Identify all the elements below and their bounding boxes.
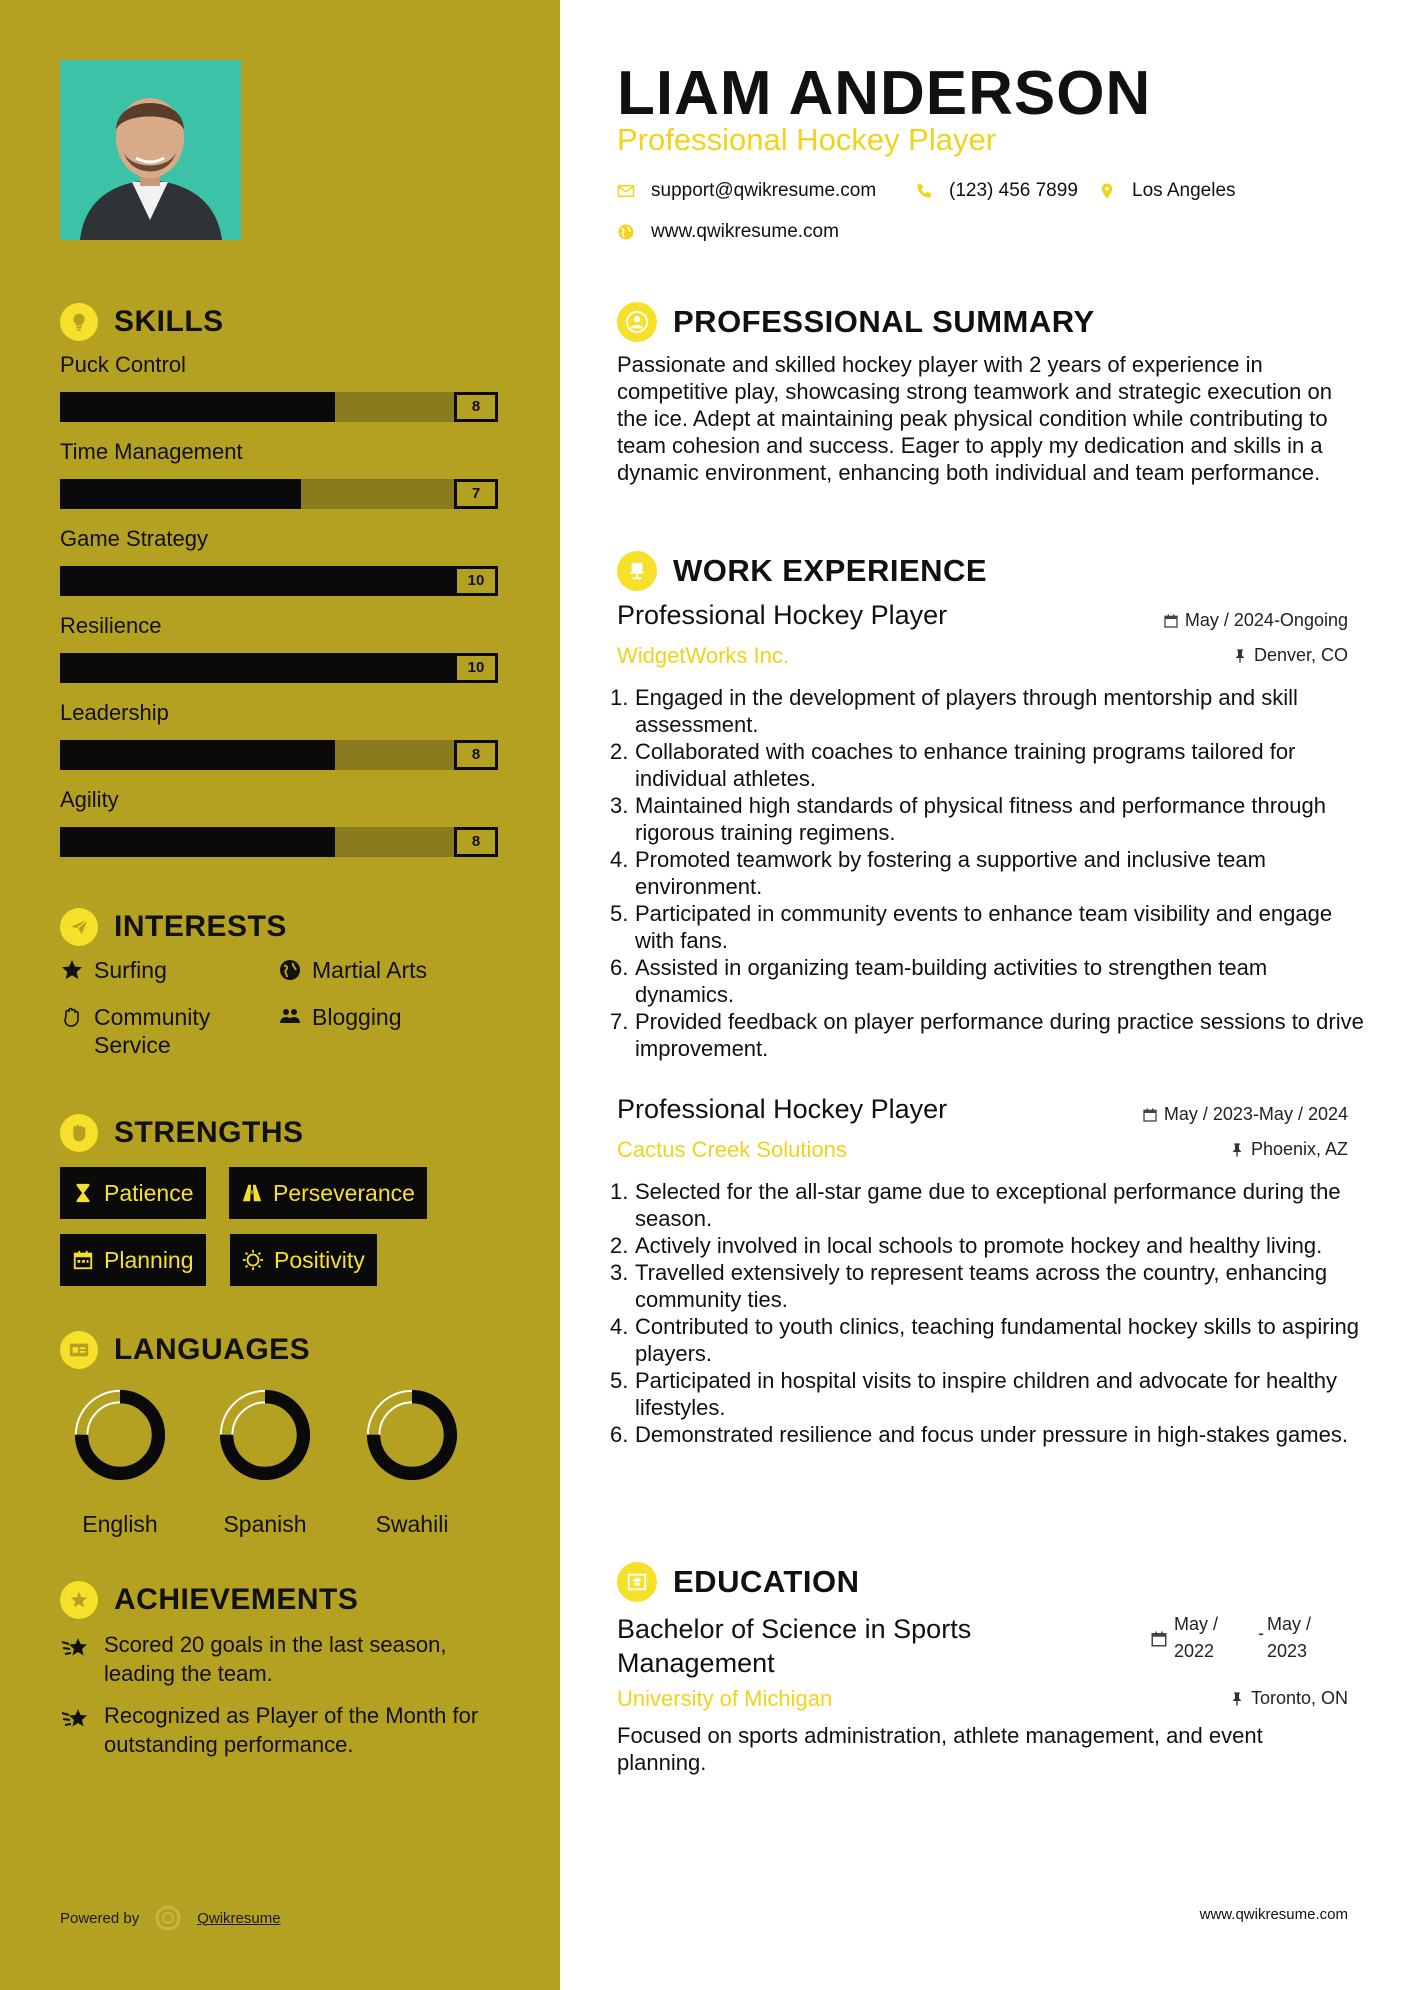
summary-text: Passionate and skilled hockey player with 2 years of experience in competitive play, showcasing strong teamwork and strategic execution on the ice. Adept at maintaining peak physical condition while contributing to team cohesion and success. Eager to apply my dedication and skills in a dynamic environment, enhancing both individual and team performance. — [617, 352, 1332, 485]
duty-item: 7. Provided feedback on player performance during practice sessions to drive improvement. — [610, 1009, 1364, 1061]
job-location — [1232, 645, 1348, 666]
contact-location — [1098, 180, 1236, 202]
job-location-text: Denver, CO — [1253, 645, 1348, 665]
interest-label: Community Service — [94, 1004, 211, 1058]
interests-title: INTERESTS — [114, 910, 287, 943]
skill-label: Time Management — [60, 439, 243, 464]
duty-text: Participated in community events to enhance team visibility and engage with fans. — [635, 901, 1333, 953]
skill-level-badge: 7 — [454, 479, 498, 509]
footer-url[interactable]: www.qwikresume.com — [1199, 1906, 1348, 1923]
strength-chip — [60, 1167, 206, 1219]
qwikresume-logo-icon — [153, 1903, 183, 1933]
duty-item: 5. Participated in hospital visits to inspire children and advocate for healthy lifestyles. — [610, 1368, 1337, 1420]
skill-bar — [60, 479, 498, 509]
language-item — [347, 1387, 477, 1538]
language-ring — [72, 1387, 168, 1483]
duty-item: 6. Demonstrated resilience and focus under pressure in high-stakes games. — [610, 1422, 1348, 1447]
duty-item: 4. Promoted teamwork by fostering a supportive and inclusive team environment. — [610, 847, 1266, 899]
candidate-name: LIAM ANDERSON — [617, 59, 1152, 128]
job-dates-text: May / 2024-Ongoing — [1184, 610, 1348, 630]
duty-text: Maintained high standards of physical fitness and performance through rigorous training regimens. — [635, 793, 1326, 845]
achievement-text: Scored 20 goals in the last season, leading the team. — [104, 1632, 447, 1686]
duty-text: Collaborated with coaches to enhance training programs tailored for individual athletes. — [635, 739, 1296, 791]
skill-label: Game Strategy — [60, 526, 208, 551]
id-card-icon — [60, 1331, 98, 1369]
strength-chip — [229, 1167, 427, 1219]
duty-text: Travelled extensively to represent teams across the country, enhancing community ties. — [635, 1260, 1328, 1312]
skill-fill — [60, 479, 301, 509]
strength-label: Planning — [104, 1246, 194, 1273]
skill-label: Leadership — [60, 700, 169, 725]
achievements-title: ACHIEVEMENTS — [114, 1583, 359, 1616]
skill-label: Agility — [60, 787, 119, 812]
skill-bar — [60, 653, 498, 683]
lightbulb-icon — [60, 303, 98, 341]
job-duties — [610, 684, 1365, 1062]
calendar-icon — [1163, 613, 1179, 629]
star-badge-icon — [60, 1581, 98, 1619]
strength-label: Positivity — [274, 1246, 365, 1273]
interests-header — [60, 908, 287, 946]
skills-title: SKILLS — [114, 305, 224, 338]
interest-item — [278, 956, 427, 984]
pushpin-icon — [1229, 1142, 1245, 1158]
job-dates-text: May / 2023-May / 2024 — [1163, 1104, 1348, 1124]
interest-item — [278, 1003, 402, 1031]
strengths-title: STRENGTHS — [114, 1116, 304, 1149]
interest-label: Martial Arts — [312, 957, 428, 983]
achievement-text: Recognized as Player of the Month for outstanding performance. — [104, 1703, 479, 1757]
duty-text: Provided feedback on player performance during practice sessions to drive improvement. — [635, 1009, 1364, 1061]
summary-header — [617, 302, 1095, 342]
contact-phone[interactable] — [915, 180, 1078, 202]
contact-email[interactable] — [617, 180, 876, 202]
language-label: English — [82, 1511, 158, 1537]
job-company: Cactus Creek Solutions — [617, 1137, 847, 1162]
interest-label: Surfing — [94, 957, 167, 983]
duty-text: Actively involved in local schools to promote hockey and healthy living. — [635, 1233, 1323, 1258]
duty-item: 3. Travelled extensively to represent teams across the country, enhancing community ties. — [610, 1260, 1328, 1312]
strength-chip — [60, 1234, 206, 1286]
language-item — [55, 1387, 185, 1538]
skills-header — [60, 303, 224, 341]
languages-header — [60, 1331, 310, 1369]
education-location — [1229, 1688, 1348, 1709]
pushpin-icon — [1229, 1691, 1245, 1707]
language-label: Spanish — [223, 1511, 307, 1537]
job-title: Professional Hockey Player — [617, 600, 948, 630]
contact-website[interactable] — [617, 221, 839, 243]
experience-header — [617, 551, 987, 591]
duty-text: Promoted teamwork by fostering a supportive and inclusive team environment. — [635, 847, 1266, 899]
website-text: www.qwikresume.com — [651, 221, 839, 242]
job-location — [1229, 1139, 1348, 1160]
hand-icon — [60, 1005, 84, 1029]
duty-text: Participated in hospital visits to inspire children and advocate for healthy lifestyles. — [635, 1368, 1337, 1420]
education-location-text: Toronto, ON — [1250, 1688, 1348, 1708]
duty-item: 2. Actively involved in local schools to promote hockey and healthy living. — [610, 1233, 1323, 1258]
degree-title: Bachelor of Science in Sports Management — [617, 1614, 972, 1678]
job-dates — [1142, 1104, 1348, 1125]
duty-item: 4. Contributed to youth clinics, teaching fundamental hockey skills to aspiring players. — [610, 1314, 1359, 1366]
calendar-icon — [1150, 1630, 1168, 1648]
duty-item: 1. Engaged in the development of players through mentorship and skill assessment. — [610, 685, 1298, 737]
office-chair-icon — [617, 551, 657, 591]
skill-fill — [60, 740, 335, 770]
strength-chip — [230, 1234, 377, 1286]
skill-level-badge: 8 — [454, 392, 498, 422]
candidate-title: Professional Hockey Player — [617, 122, 997, 157]
job-dates — [1163, 610, 1348, 631]
phone-icon — [915, 182, 933, 200]
education-title: EDUCATION — [673, 1564, 860, 1599]
phone-text: (123) 456 7899 — [949, 180, 1078, 201]
skill-bar — [60, 827, 498, 857]
job-location-text: Phoenix, AZ — [1250, 1139, 1348, 1159]
duty-text: Engaged in the development of players through mentorship and skill assessment. — [635, 685, 1298, 737]
skill-level-badge: 10 — [454, 653, 498, 683]
summary-title: PROFESSIONAL SUMMARY — [673, 304, 1095, 339]
interest-item — [60, 1003, 260, 1059]
profile-photo — [60, 60, 241, 240]
shooting-star-icon — [60, 1632, 90, 1662]
language-item — [200, 1387, 330, 1538]
strengths-header — [60, 1114, 304, 1152]
powered-by — [60, 1903, 281, 1933]
languages-title: LANGUAGES — [114, 1333, 311, 1366]
fist-icon — [60, 1114, 98, 1152]
education-description: Focused on sports administration, athlete management, and event planning. — [617, 1723, 1263, 1775]
interest-item — [60, 956, 167, 984]
achievements-header — [60, 1581, 358, 1619]
map-pin-icon — [1098, 182, 1116, 200]
achievement-item — [60, 1630, 510, 1688]
experience-title: WORK EXPERIENCE — [673, 553, 988, 588]
duty-text: Contributed to youth clinics, teaching fundamental hockey skills to aspiring players. — [635, 1314, 1359, 1366]
duty-text: Demonstrated resilience and focus under pressure in high-stakes games. — [635, 1422, 1348, 1447]
avatar — [60, 60, 241, 240]
education-header — [617, 1562, 859, 1602]
language-ring — [217, 1387, 313, 1483]
achievement-item — [60, 1701, 510, 1759]
envelope-icon — [617, 182, 635, 200]
education-start: May / 2022 — [1174, 1614, 1219, 1661]
duty-item: 5. Participated in community events to enhance team visibility and engage with fans. — [610, 901, 1333, 953]
qwikresume-link[interactable]: Qwikresume — [197, 1909, 281, 1927]
language-label: Swahili — [375, 1511, 449, 1537]
skill-fill — [60, 827, 335, 857]
language-ring — [364, 1387, 460, 1483]
location-text: Los Angeles — [1132, 180, 1236, 201]
globe-icon — [278, 958, 302, 982]
sidebar — [0, 0, 560, 1990]
duty-text: Assisted in organizing team-building activities to strengthen team dynamics. — [635, 955, 1268, 1007]
strength-label: Perseverance — [273, 1179, 415, 1206]
job-title: Professional Hockey Player — [617, 1094, 948, 1124]
pushpin-icon — [1232, 648, 1248, 664]
globe-icon — [617, 223, 635, 241]
skill-label: Resilience — [60, 613, 162, 638]
hourglass-icon — [72, 1182, 94, 1204]
powered-by-label: Powered by — [60, 1909, 140, 1927]
school-name: University of Michigan — [617, 1686, 833, 1711]
sun-icon — [242, 1249, 264, 1271]
skill-level-badge: 10 — [454, 566, 498, 596]
skill-bar — [60, 392, 498, 422]
education-end: May / 2023 — [1267, 1614, 1312, 1661]
duty-item: 1. Selected for the all-star game due to exceptional performance during the season. — [610, 1179, 1341, 1231]
job-company: WidgetWorks Inc. — [617, 643, 789, 668]
skill-level-badge: 8 — [454, 827, 498, 857]
skill-level-badge: 8 — [454, 740, 498, 770]
star-icon — [60, 958, 84, 982]
job-duties — [610, 1178, 1365, 1448]
paper-plane-icon — [60, 908, 98, 946]
users-icon — [278, 1005, 302, 1029]
skill-fill — [60, 392, 335, 422]
calendar-icon — [1142, 1107, 1158, 1123]
duty-text: Selected for the all-star game due to exceptional performance during the season. — [635, 1179, 1341, 1231]
duty-item: 3. Maintained high standards of physical fitness and performance through rigorous training regimens. — [610, 793, 1326, 845]
calendar-icon — [72, 1249, 94, 1271]
shooting-star-icon — [60, 1703, 90, 1733]
skill-label: Puck Control — [60, 352, 186, 377]
skill-bar — [60, 566, 498, 596]
user-icon — [617, 302, 657, 342]
strength-label: Patience — [104, 1179, 194, 1206]
skill-bar — [60, 740, 498, 770]
duty-item: 2. Collaborated with coaches to enhance training programs tailored for individual athletes. — [610, 739, 1296, 791]
education-separator: - — [1258, 1623, 1264, 1643]
skill-fill — [60, 653, 470, 683]
skill-fill — [60, 566, 470, 596]
interest-label: Blogging — [312, 1004, 402, 1030]
email-text: support@qwikresume.com — [651, 180, 877, 201]
graduation-icon — [617, 1562, 657, 1602]
road-icon — [241, 1182, 263, 1204]
duty-item: 6. Assisted in organizing team-building activities to strengthen team dynamics. — [610, 955, 1268, 1007]
